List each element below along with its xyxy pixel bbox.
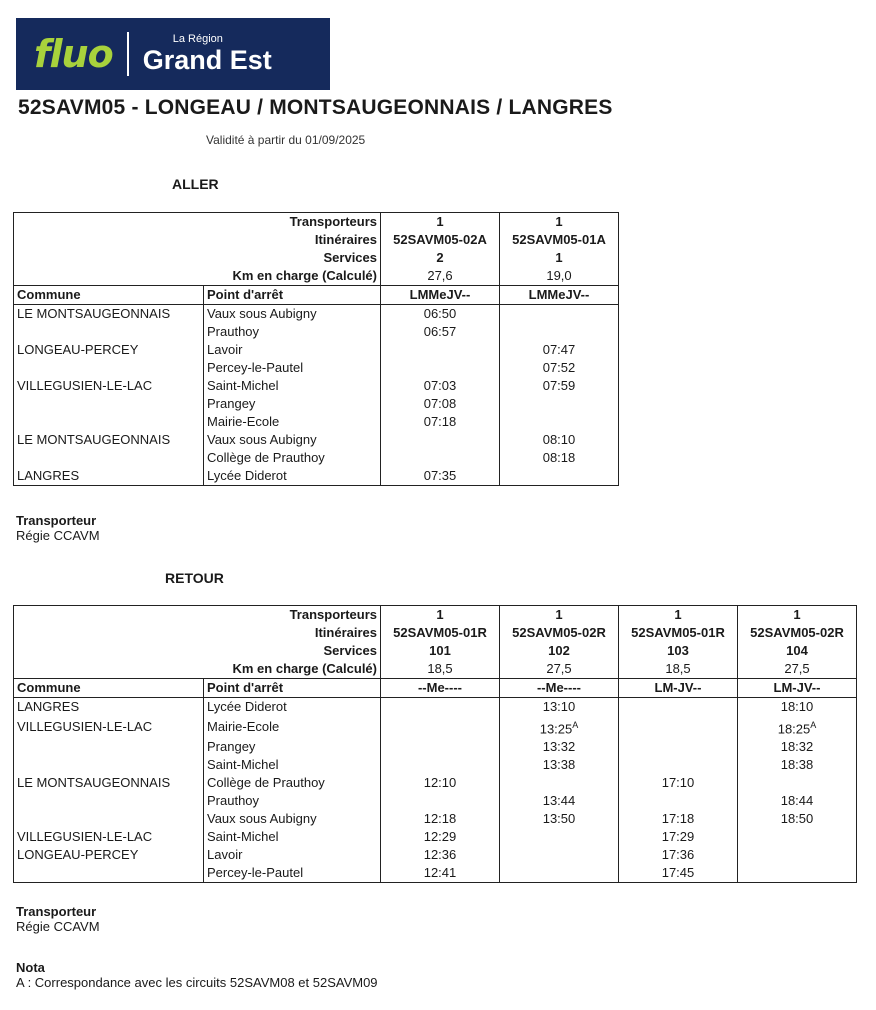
time-value: 06:50 bbox=[423, 306, 457, 321]
trip-service: 104 bbox=[738, 642, 857, 660]
time-value: 08:10 bbox=[542, 432, 576, 447]
time-cell bbox=[500, 323, 619, 341]
time-value: 08:18 bbox=[542, 450, 576, 465]
time-cell bbox=[619, 828, 738, 846]
table-row bbox=[14, 431, 619, 449]
trip-transporteur: 1 bbox=[619, 606, 738, 625]
commune-cell bbox=[14, 792, 204, 810]
time-value: 07:52 bbox=[542, 360, 576, 375]
time-value: 13:38 bbox=[542, 757, 576, 773]
stop-cell: Lycée Diderot bbox=[204, 467, 381, 486]
commune-cell: LE MONTSAUGEONNAIS bbox=[17, 306, 171, 321]
table-row bbox=[14, 756, 857, 774]
time-cell bbox=[500, 431, 619, 449]
time-cell bbox=[500, 413, 619, 431]
commune-cell bbox=[14, 756, 204, 774]
time-cell bbox=[500, 846, 619, 864]
time-cell bbox=[381, 413, 500, 431]
time-value: 18:38 bbox=[780, 757, 814, 773]
header-label: Itinéraires bbox=[314, 625, 377, 640]
trip-transporteur: 1 bbox=[738, 606, 857, 625]
logo-divider bbox=[127, 32, 129, 76]
time-value: 17:45 bbox=[661, 865, 695, 881]
stop-cell: Collège de Prauthoy bbox=[204, 774, 381, 792]
commune-cell bbox=[14, 738, 204, 756]
time-value: 07:59 bbox=[542, 378, 576, 393]
stop-cell: Saint-Michel bbox=[204, 828, 381, 846]
commune-cell bbox=[14, 395, 204, 413]
time-cell bbox=[381, 810, 500, 828]
transporteur-value: Régie CCAVM bbox=[16, 528, 100, 543]
trip-km: 18,5 bbox=[619, 660, 738, 679]
table-row bbox=[14, 698, 857, 717]
time-cell bbox=[500, 305, 619, 324]
time-cell bbox=[619, 774, 738, 792]
aller-transporteur bbox=[16, 513, 100, 543]
table-row bbox=[14, 864, 857, 883]
time-value: 17:10 bbox=[661, 775, 695, 791]
table-row bbox=[14, 359, 619, 377]
table-row bbox=[14, 395, 619, 413]
time-value: 17:29 bbox=[661, 829, 695, 845]
time-value: 12:36 bbox=[423, 847, 457, 863]
header-row bbox=[14, 267, 619, 286]
time-value: 07:35 bbox=[423, 468, 457, 483]
commune-cell: LANGRES bbox=[17, 699, 80, 714]
trip-itineraire: 52SAVM05-01A bbox=[500, 231, 619, 249]
header-row bbox=[14, 642, 857, 660]
time-cell bbox=[381, 377, 500, 395]
trip-itineraire: 52SAVM05-02R bbox=[500, 624, 619, 642]
table-row bbox=[14, 738, 857, 756]
time-value: 13:25 bbox=[539, 721, 573, 737]
time-value: 13:44 bbox=[542, 793, 576, 809]
nota-label: Nota bbox=[16, 960, 45, 975]
table-row bbox=[14, 341, 619, 359]
table-row bbox=[14, 774, 857, 792]
time-cell bbox=[619, 756, 738, 774]
table-row bbox=[14, 828, 857, 846]
table-row bbox=[14, 323, 619, 341]
time-value: 07:47 bbox=[542, 342, 576, 357]
aller-timetable bbox=[13, 212, 619, 486]
header-row bbox=[14, 249, 619, 267]
time-value: 18:25 bbox=[777, 721, 811, 737]
column-head-row bbox=[14, 286, 619, 305]
stop-cell: Percey-le-Pautel bbox=[204, 864, 381, 883]
commune-cell: LONGEAU-PERCEY bbox=[17, 342, 139, 357]
trip-km: 27,6 bbox=[381, 267, 500, 286]
time-cell bbox=[381, 359, 500, 377]
time-cell bbox=[381, 864, 500, 883]
transporteur-value: Régie CCAVM bbox=[16, 919, 100, 934]
column-head-row bbox=[14, 679, 857, 698]
stop-cell: Mairie-Ecole bbox=[204, 413, 381, 431]
header-label: Services bbox=[323, 643, 377, 658]
aller-label: ALLER bbox=[172, 176, 219, 192]
stop-cell: Vaux sous Aubigny bbox=[204, 431, 381, 449]
time-cell bbox=[619, 698, 738, 717]
table-row bbox=[14, 413, 619, 431]
time-cell bbox=[500, 698, 619, 717]
time-cell bbox=[381, 305, 500, 324]
time-cell bbox=[500, 756, 619, 774]
time-cell bbox=[381, 716, 500, 738]
commune-cell: VILLEGUSIEN-LE-LAC bbox=[17, 378, 153, 393]
time-value: 07:03 bbox=[423, 378, 457, 393]
time-cell bbox=[500, 341, 619, 359]
trip-transporteur: 1 bbox=[500, 606, 619, 625]
time-value: 18:44 bbox=[780, 793, 814, 809]
time-cell bbox=[381, 341, 500, 359]
region-small-text: La Région bbox=[172, 33, 223, 45]
time-cell bbox=[500, 774, 619, 792]
time-cell bbox=[381, 395, 500, 413]
commune-cell bbox=[14, 413, 204, 431]
trip-km: 27,5 bbox=[500, 660, 619, 679]
trip-itineraire: 52SAVM05-02A bbox=[381, 231, 500, 249]
region-big-text: Grand Est bbox=[142, 45, 272, 75]
time-cell bbox=[500, 810, 619, 828]
table-row bbox=[14, 305, 619, 324]
header-row bbox=[14, 213, 619, 232]
commune-cell: VILLEGUSIEN-LE-LAC bbox=[17, 719, 153, 735]
time-cell bbox=[381, 756, 500, 774]
time-cell bbox=[738, 738, 857, 756]
time-cell bbox=[738, 716, 857, 738]
trip-itineraire: 52SAVM05-01R bbox=[381, 624, 500, 642]
time-cell bbox=[381, 738, 500, 756]
header-row bbox=[14, 231, 619, 249]
time-cell bbox=[381, 774, 500, 792]
header-label: Services bbox=[323, 250, 377, 265]
retour-transporteur bbox=[16, 904, 100, 934]
trip-service: 103 bbox=[619, 642, 738, 660]
time-cell bbox=[500, 792, 619, 810]
header-row bbox=[14, 660, 857, 679]
trip-transporteur: 1 bbox=[381, 606, 500, 625]
time-value: 17:36 bbox=[661, 847, 695, 863]
time-cell bbox=[738, 810, 857, 828]
retour-label: RETOUR bbox=[165, 570, 224, 586]
time-cell bbox=[619, 810, 738, 828]
commune-cell bbox=[14, 449, 204, 467]
stop-cell: Prangey bbox=[204, 738, 381, 756]
commune-cell bbox=[14, 864, 204, 883]
fluo-grand-est-logo bbox=[16, 18, 330, 90]
header-label: Transporteurs bbox=[289, 214, 377, 229]
trip-days: LM-JV-- bbox=[738, 679, 857, 698]
time-value: 07:18 bbox=[423, 414, 457, 429]
trip-days: LMMeJV-- bbox=[500, 286, 619, 305]
commune-cell: VILLEGUSIEN-LE-LAC bbox=[17, 829, 153, 845]
note-marker: A bbox=[810, 720, 817, 730]
time-cell bbox=[500, 395, 619, 413]
trip-service: 1 bbox=[500, 249, 619, 267]
trip-transporteur: 1 bbox=[500, 213, 619, 232]
stop-cell: Vaux sous Aubigny bbox=[204, 810, 381, 828]
time-value: 13:50 bbox=[542, 811, 576, 827]
time-cell bbox=[738, 698, 857, 717]
header-label: Itinéraires bbox=[314, 232, 377, 247]
page-title: 52SAVM05 - LONGEAU / MONTSAUGEONNAIS / LANGRES bbox=[18, 96, 613, 119]
nota-text: A : Correspondance avec les circuits 52SAVM08 et 52SAVM09 bbox=[16, 975, 378, 990]
time-value: 12:18 bbox=[423, 811, 457, 827]
commune-cell: LE MONTSAUGEONNAIS bbox=[17, 432, 171, 447]
time-value: 17:18 bbox=[661, 811, 695, 827]
stop-cell: Lycée Diderot bbox=[204, 698, 381, 717]
stop-cell: Vaux sous Aubigny bbox=[204, 305, 381, 324]
time-value: 12:41 bbox=[423, 865, 457, 881]
time-value: 18:10 bbox=[780, 699, 814, 714]
trip-days: --Me---- bbox=[381, 679, 500, 698]
fluo-wordmark: fluo bbox=[34, 32, 113, 76]
time-cell bbox=[500, 716, 619, 738]
region-wordmark bbox=[143, 34, 272, 74]
header-label: Transporteurs bbox=[289, 607, 377, 622]
commune-cell bbox=[14, 810, 204, 828]
time-cell bbox=[500, 467, 619, 486]
time-value: 06:57 bbox=[423, 324, 457, 339]
time-value: 12:10 bbox=[423, 775, 457, 791]
header-label: Km en charge (Calculé) bbox=[232, 268, 377, 283]
stop-cell: Lavoir bbox=[204, 846, 381, 864]
header-row bbox=[14, 624, 857, 642]
time-cell bbox=[381, 467, 500, 486]
commune-cell: LANGRES bbox=[17, 468, 80, 483]
time-cell bbox=[738, 756, 857, 774]
time-value: 18:50 bbox=[780, 811, 814, 827]
trip-km: 19,0 bbox=[500, 267, 619, 286]
validity-date: Validité à partir du 01/09/2025 bbox=[206, 133, 366, 147]
time-cell bbox=[500, 828, 619, 846]
time-cell bbox=[619, 738, 738, 756]
table-row bbox=[14, 377, 619, 395]
time-cell bbox=[500, 449, 619, 467]
stop-cell: Collège de Prauthoy bbox=[204, 449, 381, 467]
time-cell bbox=[500, 738, 619, 756]
table-row bbox=[14, 449, 619, 467]
time-value: 13:32 bbox=[542, 739, 576, 755]
time-cell bbox=[619, 716, 738, 738]
time-cell bbox=[500, 377, 619, 395]
retour-timetable bbox=[13, 605, 857, 883]
table-row bbox=[14, 716, 857, 738]
time-cell bbox=[738, 774, 857, 792]
time-cell bbox=[381, 323, 500, 341]
commune-cell: LONGEAU-PERCEY bbox=[17, 847, 139, 863]
table-row bbox=[14, 810, 857, 828]
trip-days: LM-JV-- bbox=[619, 679, 738, 698]
trip-service: 102 bbox=[500, 642, 619, 660]
time-cell bbox=[738, 792, 857, 810]
nota bbox=[16, 960, 378, 990]
trip-transporteur: 1 bbox=[381, 213, 500, 232]
stop-cell: Mairie-Ecole bbox=[204, 716, 381, 738]
commune-cell: LE MONTSAUGEONNAIS bbox=[17, 775, 171, 791]
time-value: 18:32 bbox=[780, 739, 814, 755]
time-value: 07:08 bbox=[423, 396, 457, 411]
time-cell bbox=[381, 698, 500, 717]
time-cell bbox=[381, 431, 500, 449]
time-cell bbox=[381, 828, 500, 846]
time-cell bbox=[738, 846, 857, 864]
column-head-stop: Point d'arrêt bbox=[204, 679, 381, 698]
time-value: 12:29 bbox=[423, 829, 457, 845]
trip-days: LMMeJV-- bbox=[381, 286, 500, 305]
stop-cell: Saint-Michel bbox=[204, 377, 381, 395]
header-row bbox=[14, 606, 857, 625]
column-head-commune: Commune bbox=[14, 679, 204, 698]
stop-cell: Percey-le-Pautel bbox=[204, 359, 381, 377]
trip-service: 101 bbox=[381, 642, 500, 660]
stop-cell: Prangey bbox=[204, 395, 381, 413]
trip-itineraire: 52SAVM05-01R bbox=[619, 624, 738, 642]
trip-km: 27,5 bbox=[738, 660, 857, 679]
trip-km: 18,5 bbox=[381, 660, 500, 679]
time-cell bbox=[500, 864, 619, 883]
commune-cell bbox=[14, 323, 204, 341]
column-head-stop: Point d'arrêt bbox=[204, 286, 381, 305]
time-cell bbox=[619, 864, 738, 883]
header-label: Km en charge (Calculé) bbox=[232, 661, 377, 676]
stop-cell: Saint-Michel bbox=[204, 756, 381, 774]
transporteur-label: Transporteur bbox=[16, 513, 97, 528]
time-cell bbox=[381, 846, 500, 864]
time-cell bbox=[619, 846, 738, 864]
time-value: 13:10 bbox=[542, 699, 576, 714]
time-cell bbox=[381, 792, 500, 810]
column-head-commune: Commune bbox=[14, 286, 204, 305]
stop-cell: Lavoir bbox=[204, 341, 381, 359]
trip-itineraire: 52SAVM05-02R bbox=[738, 624, 857, 642]
commune-cell bbox=[14, 359, 204, 377]
table-row bbox=[14, 467, 619, 486]
note-marker: A bbox=[572, 720, 579, 730]
stop-cell: Prauthoy bbox=[204, 792, 381, 810]
table-row bbox=[14, 792, 857, 810]
trip-service: 2 bbox=[381, 249, 500, 267]
time-cell bbox=[500, 359, 619, 377]
table-row bbox=[14, 846, 857, 864]
time-cell bbox=[738, 864, 857, 883]
time-cell bbox=[619, 792, 738, 810]
stop-cell: Prauthoy bbox=[204, 323, 381, 341]
transporteur-label: Transporteur bbox=[16, 904, 97, 919]
trip-days: --Me---- bbox=[500, 679, 619, 698]
time-cell bbox=[381, 449, 500, 467]
time-cell bbox=[738, 828, 857, 846]
